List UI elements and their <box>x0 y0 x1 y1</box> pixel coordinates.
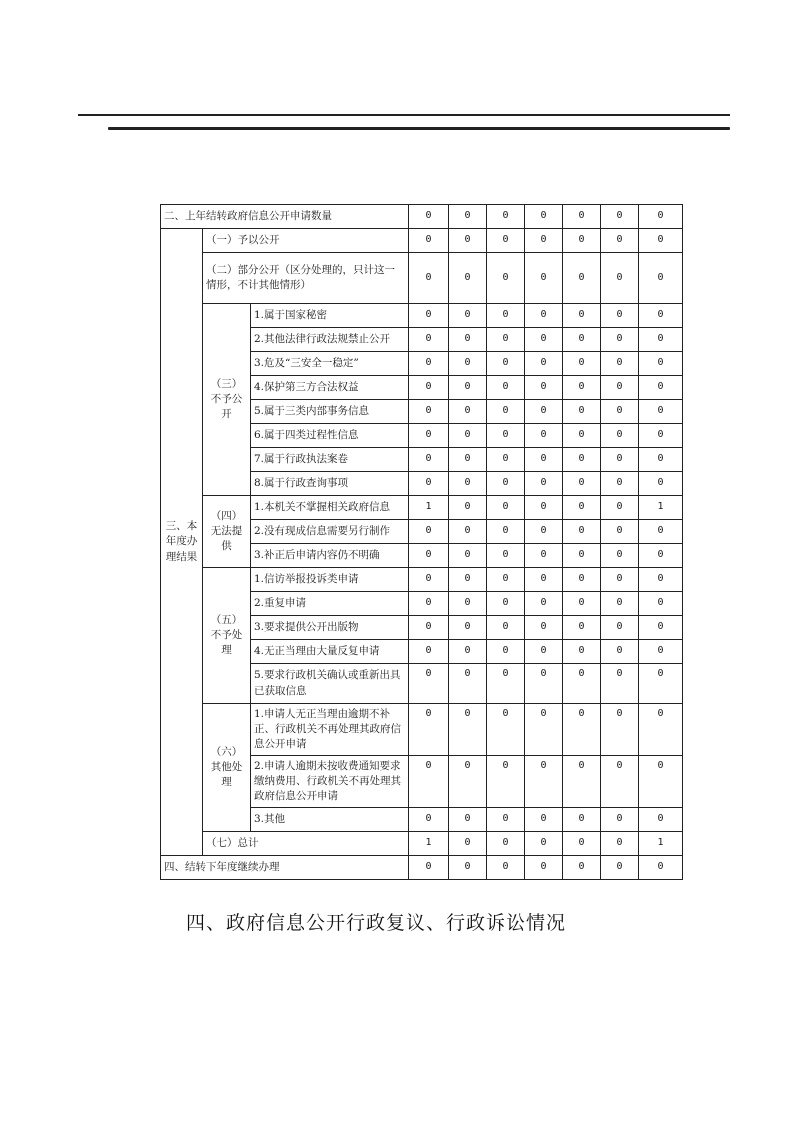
value-cell: 0 <box>525 664 563 704</box>
value-cell: 0 <box>409 253 449 304</box>
value-cell: 0 <box>449 856 487 880</box>
value-cell: 0 <box>409 568 449 592</box>
value-cell: 0 <box>563 352 601 376</box>
value-cell: 0 <box>563 664 601 704</box>
value-cell: 0 <box>639 472 683 496</box>
value-cell: 0 <box>639 520 683 544</box>
value-cell: 0 <box>449 544 487 568</box>
value-cell: 0 <box>563 205 601 229</box>
value-cell: 0 <box>525 704 563 756</box>
item-label: 2.其他法律行政法规禁止公开 <box>251 328 409 352</box>
value-cell: 0 <box>487 664 525 704</box>
value-cell: 0 <box>487 616 525 640</box>
table-row <box>161 496 683 520</box>
header-rule-thin <box>78 114 730 116</box>
value-cell: 0 <box>449 304 487 328</box>
value-cell: 0 <box>525 640 563 664</box>
value-cell: 0 <box>639 856 683 880</box>
value-cell: 0 <box>525 352 563 376</box>
header-rule-thick <box>108 127 730 130</box>
value-cell: 0 <box>409 229 449 253</box>
table-row <box>161 856 683 880</box>
value-cell: 0 <box>639 400 683 424</box>
row-label: （七）总计 <box>203 832 409 856</box>
value-cell: 0 <box>525 253 563 304</box>
value-cell: 0 <box>601 400 639 424</box>
table-row <box>161 253 683 304</box>
value-cell: 0 <box>409 520 449 544</box>
value-cell: 0 <box>601 472 639 496</box>
value-cell: 0 <box>409 424 449 448</box>
value-cell: 0 <box>449 400 487 424</box>
value-cell: 0 <box>525 568 563 592</box>
item-label: 4.无正当理由大量反复申请 <box>251 640 409 664</box>
value-cell: 0 <box>487 808 525 832</box>
item-label: 6.属于四类过程性信息 <box>251 424 409 448</box>
value-cell: 0 <box>601 328 639 352</box>
subgroup-label: （四）无法提供 <box>203 496 251 568</box>
value-cell: 0 <box>487 205 525 229</box>
value-cell: 0 <box>409 664 449 704</box>
value-cell: 0 <box>525 424 563 448</box>
section-heading: 四、政府信息公开行政复议、行政诉讼情况 <box>186 912 567 934</box>
value-cell: 0 <box>563 808 601 832</box>
value-cell: 0 <box>449 704 487 756</box>
value-cell: 0 <box>601 640 639 664</box>
value-cell: 0 <box>525 756 563 808</box>
value-cell: 0 <box>487 400 525 424</box>
value-cell: 0 <box>487 756 525 808</box>
row-label: 二、上年结转政府信息公开申请数量 <box>161 205 409 229</box>
value-cell: 0 <box>639 253 683 304</box>
item-label: 2.没有现成信息需要另行制作 <box>251 520 409 544</box>
value-cell: 0 <box>449 352 487 376</box>
value-cell: 1 <box>639 832 683 856</box>
item-label: 3.其他 <box>251 808 409 832</box>
value-cell: 0 <box>525 856 563 880</box>
value-cell: 0 <box>449 520 487 544</box>
value-cell: 0 <box>487 592 525 616</box>
item-label: 5.要求行政机关确认或重新出具已获取信息 <box>251 664 409 704</box>
value-cell: 0 <box>409 756 449 808</box>
value-cell: 0 <box>525 808 563 832</box>
value-cell: 0 <box>601 756 639 808</box>
value-cell: 0 <box>601 832 639 856</box>
value-cell: 0 <box>449 328 487 352</box>
value-cell: 0 <box>525 496 563 520</box>
value-cell: 0 <box>639 352 683 376</box>
value-cell: 0 <box>449 448 487 472</box>
item-label: 2.申请人逾期未按收费通知要求缴纳费用、行政机关不再处理其政府信息公开申请 <box>251 756 409 808</box>
value-cell: 0 <box>563 520 601 544</box>
item-label: 1.信访举报投诉类申请 <box>251 568 409 592</box>
value-cell: 0 <box>563 568 601 592</box>
value-cell: 0 <box>563 856 601 880</box>
value-cell: 0 <box>409 376 449 400</box>
subgroup-label: （六）其他处理 <box>203 704 251 832</box>
value-cell: 0 <box>639 664 683 704</box>
value-cell: 0 <box>449 664 487 704</box>
value-cell: 0 <box>639 640 683 664</box>
value-cell: 0 <box>487 640 525 664</box>
value-cell: 0 <box>409 704 449 756</box>
table-row <box>161 704 683 756</box>
value-cell: 0 <box>487 229 525 253</box>
value-cell: 0 <box>601 592 639 616</box>
value-cell: 0 <box>639 229 683 253</box>
value-cell: 0 <box>487 472 525 496</box>
item-label: 1.本机关不掌握相关政府信息 <box>251 496 409 520</box>
value-cell: 0 <box>601 229 639 253</box>
value-cell: 0 <box>601 253 639 304</box>
value-cell: 0 <box>639 808 683 832</box>
value-cell: 0 <box>487 376 525 400</box>
value-cell: 0 <box>525 520 563 544</box>
value-cell: 0 <box>449 205 487 229</box>
value-cell: 0 <box>449 568 487 592</box>
info-disclosure-table <box>160 204 683 880</box>
value-cell: 0 <box>487 544 525 568</box>
value-cell: 0 <box>639 592 683 616</box>
item-label: 3.要求提供公开出版物 <box>251 616 409 640</box>
value-cell: 0 <box>409 616 449 640</box>
value-cell: 0 <box>449 640 487 664</box>
value-cell: 0 <box>639 568 683 592</box>
item-label: 2.重复申请 <box>251 592 409 616</box>
value-cell: 0 <box>601 544 639 568</box>
group-label: 三、本年度办理结果 <box>161 229 203 856</box>
value-cell: 0 <box>449 756 487 808</box>
table-body <box>161 205 683 880</box>
value-cell: 0 <box>487 496 525 520</box>
value-cell: 0 <box>525 616 563 640</box>
value-cell: 0 <box>563 376 601 400</box>
value-cell: 0 <box>639 376 683 400</box>
value-cell: 0 <box>563 253 601 304</box>
value-cell: 0 <box>449 832 487 856</box>
value-cell: 0 <box>563 640 601 664</box>
value-cell: 0 <box>563 448 601 472</box>
item-label: 5.属于三类内部事务信息 <box>251 400 409 424</box>
value-cell: 0 <box>449 616 487 640</box>
value-cell: 0 <box>639 704 683 756</box>
value-cell: 0 <box>409 448 449 472</box>
item-label: 1.申请人无正当理由逾期不补正、行政机关不再处理其政府信息公开申请 <box>251 704 409 756</box>
subgroup-label: （三）不予公开 <box>203 304 251 496</box>
value-cell: 0 <box>487 448 525 472</box>
table-row <box>161 832 683 856</box>
value-cell: 0 <box>563 229 601 253</box>
value-cell: 0 <box>563 592 601 616</box>
value-cell: 0 <box>525 229 563 253</box>
value-cell: 0 <box>449 424 487 448</box>
value-cell: 0 <box>487 352 525 376</box>
value-cell: 0 <box>449 808 487 832</box>
value-cell: 0 <box>601 704 639 756</box>
value-cell: 0 <box>409 544 449 568</box>
value-cell: 0 <box>409 205 449 229</box>
value-cell: 0 <box>639 756 683 808</box>
value-cell: 0 <box>563 424 601 448</box>
value-cell: 0 <box>525 328 563 352</box>
subgroup-label: （五）不予处理 <box>203 568 251 704</box>
value-cell: 0 <box>525 832 563 856</box>
value-cell: 0 <box>409 400 449 424</box>
table-row <box>161 205 683 229</box>
value-cell: 0 <box>409 856 449 880</box>
item-label: 7.属于行政执法案卷 <box>251 448 409 472</box>
value-cell: 0 <box>409 352 449 376</box>
value-cell: 0 <box>563 544 601 568</box>
value-cell: 0 <box>449 253 487 304</box>
value-cell: 0 <box>639 304 683 328</box>
value-cell: 0 <box>601 520 639 544</box>
value-cell: 0 <box>487 704 525 756</box>
value-cell: 0 <box>563 304 601 328</box>
value-cell: 0 <box>525 448 563 472</box>
value-cell: 0 <box>487 424 525 448</box>
value-cell: 0 <box>639 328 683 352</box>
value-cell: 0 <box>563 704 601 756</box>
value-cell: 1 <box>409 832 449 856</box>
value-cell: 0 <box>487 856 525 880</box>
value-cell: 0 <box>525 376 563 400</box>
value-cell: 0 <box>639 544 683 568</box>
value-cell: 0 <box>601 448 639 472</box>
value-cell: 0 <box>449 496 487 520</box>
value-cell: 0 <box>601 856 639 880</box>
value-cell: 0 <box>409 592 449 616</box>
value-cell: 0 <box>409 640 449 664</box>
value-cell: 0 <box>409 328 449 352</box>
value-cell: 0 <box>563 496 601 520</box>
value-cell: 0 <box>601 664 639 704</box>
item-label: 8.属于行政查询事项 <box>251 472 409 496</box>
value-cell: 0 <box>601 808 639 832</box>
value-cell: 0 <box>487 568 525 592</box>
value-cell: 0 <box>601 496 639 520</box>
value-cell: 0 <box>639 205 683 229</box>
value-cell: 0 <box>449 376 487 400</box>
value-cell: 0 <box>563 400 601 424</box>
value-cell: 0 <box>525 544 563 568</box>
value-cell: 0 <box>449 472 487 496</box>
value-cell: 0 <box>563 832 601 856</box>
value-cell: 0 <box>525 304 563 328</box>
value-cell: 1 <box>409 496 449 520</box>
value-cell: 0 <box>563 328 601 352</box>
item-label: 3.补正后申请内容仍不明确 <box>251 544 409 568</box>
item-label: 1.属于国家秘密 <box>251 304 409 328</box>
row-label: （二）部分公开（区分处理的，只计这一情形，不计其他情形） <box>203 253 409 304</box>
value-cell: 0 <box>601 352 639 376</box>
value-cell: 0 <box>487 520 525 544</box>
value-cell: 0 <box>563 616 601 640</box>
value-cell: 0 <box>525 205 563 229</box>
value-cell: 0 <box>639 616 683 640</box>
value-cell: 0 <box>487 253 525 304</box>
value-cell: 0 <box>487 328 525 352</box>
value-cell: 0 <box>525 400 563 424</box>
value-cell: 0 <box>487 832 525 856</box>
item-label: 3.危及“三安全一稳定” <box>251 352 409 376</box>
value-cell: 0 <box>409 472 449 496</box>
value-cell: 1 <box>639 496 683 520</box>
value-cell: 0 <box>601 376 639 400</box>
value-cell: 0 <box>409 304 449 328</box>
value-cell: 0 <box>601 304 639 328</box>
value-cell: 0 <box>525 592 563 616</box>
value-cell: 0 <box>449 592 487 616</box>
table-row <box>161 304 683 328</box>
value-cell: 0 <box>601 616 639 640</box>
item-label: 4.保护第三方合法权益 <box>251 376 409 400</box>
value-cell: 0 <box>487 304 525 328</box>
value-cell: 0 <box>639 448 683 472</box>
value-cell: 0 <box>563 472 601 496</box>
value-cell: 0 <box>563 756 601 808</box>
value-cell: 0 <box>601 424 639 448</box>
table-row <box>161 568 683 592</box>
value-cell: 0 <box>409 808 449 832</box>
table-row <box>161 229 683 253</box>
value-cell: 0 <box>601 205 639 229</box>
value-cell: 0 <box>601 568 639 592</box>
row-label: （一）予以公开 <box>203 229 409 253</box>
value-cell: 0 <box>525 472 563 496</box>
value-cell: 0 <box>639 424 683 448</box>
value-cell: 0 <box>449 229 487 253</box>
row-label: 四、结转下年度继续办理 <box>161 856 409 880</box>
